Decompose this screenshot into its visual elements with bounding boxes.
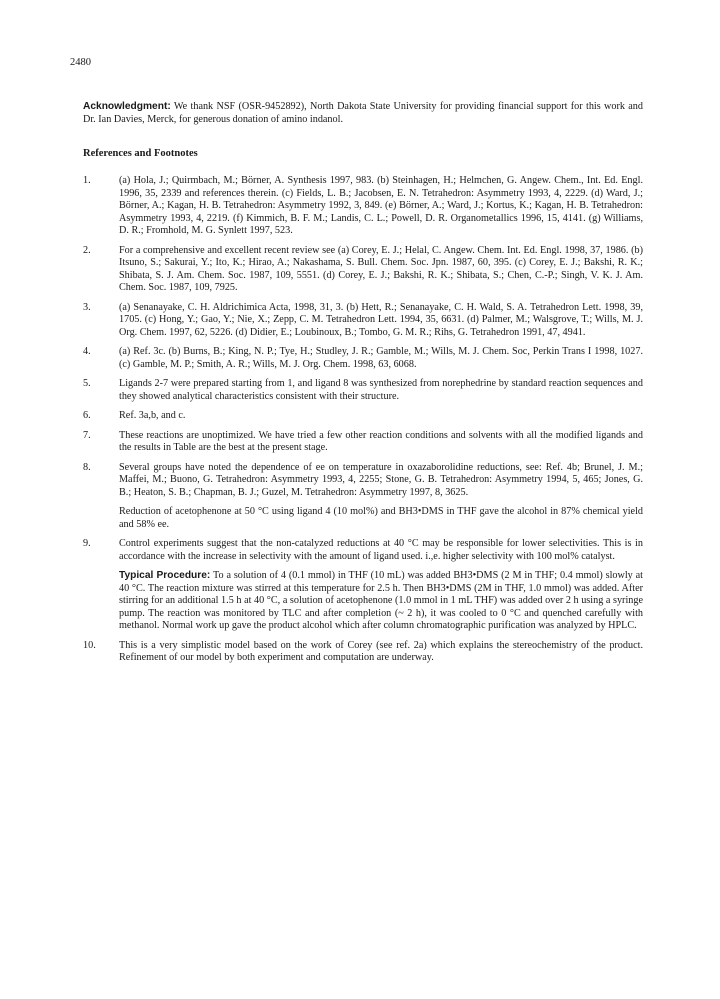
reference-text: Ref. 3a,b, and c. bbox=[119, 410, 186, 421]
reference-item bbox=[83, 410, 643, 423]
reference-item bbox=[83, 302, 643, 340]
references-list bbox=[83, 175, 643, 672]
reference-text: These reactions are unoptimized. We have tried a few other reaction conditions and solvents with all the modified ligands and the results in Table are the best at the present stage. bbox=[119, 429, 643, 453]
reference-item bbox=[83, 378, 643, 403]
acknowledgment-heading: Acknowledgment: bbox=[83, 101, 171, 112]
reference-number: 10. bbox=[83, 639, 96, 651]
reference-number: 5. bbox=[83, 378, 91, 389]
acknowledgment bbox=[83, 101, 643, 126]
acknowledgment-text: We thank NSF (OSR-9452892), North Dakota State University for providing financial support for this work and Dr. Ian Davies, Merck, for generous donation of amino indanol. bbox=[83, 101, 643, 125]
reference-item bbox=[83, 175, 643, 238]
reference-number: 9. bbox=[83, 538, 91, 549]
page-number: 2480 bbox=[70, 57, 91, 68]
reference-number: 6. bbox=[83, 410, 91, 421]
reference-number: 3. bbox=[83, 301, 91, 313]
reference-item bbox=[83, 245, 643, 295]
reference-text: This is a very simplistic model based on the work of Corey (see ref. 2a) which explains the stereochemistry of the product. Refinement of our model by both experiment and computation are underway. bbox=[119, 639, 643, 663]
typical-procedure-text: To a solution of 4 (0.1 mmol) in THF (10 mL) was added BH3•DMS (2 M in THF; 0.4 mmol) slowly at 40 °C. The reaction mixture was stirred at this temperature for 2.5 h. Then BH3•DMS (2M in THF, 1.0 mmol) was added. After stirring for an additional 1.5 h at 40 °C, a solution of acetophenone (1.0 mmol in 1 mL THF) was added over 2 h using a syringe pump. The reaction was monitored by TLC and after completion (~ 2 h), it was cooled to 0 °C and quenched carefully with methanol. Normal work up gave the product alcohol which after column chromatographic purification was analyzed by HPLC. bbox=[119, 570, 643, 631]
reference-text: Control experiments suggest that the non-catalyzed reductions at 40 °C may be responsible for lower selectivities. This is in accordance with the increase in selectivity with the amount of ligand used. i.,e. higher selectivity with 100 mol% catalyst. bbox=[119, 538, 643, 562]
reference-item bbox=[83, 430, 643, 455]
reference-text-continued: Reduction of acetophenone at 50 °C using ligand 4 (10 mol%) and BH3•DMS in THF gave the alcohol in 87% chemical yield and 58% ee. bbox=[119, 506, 643, 530]
reference-text: (a) Senanayake, C. H. Aldrichimica Acta, 1998, 31, 3. (b) Hett, R.; Senanayake, C. H. Wald, S. A. Tetrahedron Lett. 1998, 39, 1705. (c) Hong, Y.; Gao, Y.; Nie, X.; Zepp, C. M. Tetrahedron Lett. 1994, 35, 6631. (d) Palmer, M.; Walsgrove, T.; Wills, M. J. Org. Chem. 1997, 62, 5226. (d) Didier, E.; Loubinoux, B.; Tombo, G. M. R.; Rihs, G. Tetrahedron 1991, 47, 4941. bbox=[119, 301, 643, 338]
reference-number: 4. bbox=[83, 346, 91, 357]
reference-number: 7. bbox=[83, 429, 91, 441]
references-title: References and Footnotes bbox=[83, 148, 198, 159]
reference-item bbox=[83, 538, 643, 633]
reference-number: 1. bbox=[83, 175, 91, 186]
reference-text: (a) Ref. 3c. (b) Burns, B.; King, N. P.; Tye, H.; Studley, J. R.; Gamble, M.; Wills, M. J. Chem. Soc, Perkin Trans I 1998, 1027. (c) Gamble, M. P.; Smith, A. R.; Wills, M. J. Org. Chem. 1998, 63, 6068. bbox=[119, 346, 643, 370]
reference-number: 2. bbox=[83, 244, 91, 256]
typical-procedure-heading: Typical Procedure: bbox=[119, 570, 211, 581]
reference-text: Ligands 2-7 were prepared starting from 1, and ligand 8 was synthesized from norephedrine by standard reaction sequences and they showed analytical characteristics consistent with their structure. bbox=[119, 378, 643, 402]
reference-item bbox=[83, 640, 643, 665]
reference-item bbox=[83, 346, 643, 371]
reference-number: 8. bbox=[83, 461, 91, 473]
typical-procedure bbox=[119, 570, 643, 633]
reference-text: Several groups have noted the dependence of ee on temperature in oxazaborolidine reductions, see: Ref. 4b; Brunel, J. M.; Maffei, M.; Buono, G. Tetrahedron: Asymmetry 1993, 4, 2255; Stone, G. B. Tetrahedron: Asymmetry 1994, 5, 465; Jones, G. B.; Heaton, S. B.; Chapman, B. J.; Guzel, M. Tetrahedron: Asymmetry 1997, 8, 3625. bbox=[119, 461, 643, 498]
reference-text: (a) Hola, J.; Quirmbach, M.; Börner, A. Synthesis 1997, 983. (b) Steinhagen, H.; Helmchen, G. Angew. Chem., Int. Ed. Engl. 1996, 35, 2339 and references therein. (c) Fields, L. B.; Jacobsen, E. N. Tetrahedron: Asymmetry 1993, 4, 2229. (d) Ward, J.; Börner, A.; Kagan, H. B. Tetrahedron: Asymmetry 1992, 3, 849. (e) Börner, A.; Ward, J.; Kortus, K.; Kagan, H. B. Tetrahedron: Asymmetry 1993, 4, 2219. (f) Kimmich, B. F. M.; Landis, C. L.; Powell, D. R. Organometallics 1996, 15, 4141. (g) Williams, D. R.; Fromhold, M. G. Synlett 1997, 523. bbox=[119, 175, 643, 236]
reference-item bbox=[83, 462, 643, 532]
reference-text: For a comprehensive and excellent recent review see (a) Corey, E. J.; Helal, C. Angew. Chem. Int. Ed. Engl. 1998, 37, 1986. (b) Itsuno, S.; Sakurai, Y.; Ito, K.; Hirao, A.; Nakashama, S. Bull. Chem. Soc. Jpn. 1987, 60, 395. (c) Corey, E. J.; Bakshi, R. K.; Shibata, S. J. Am. Chem. Soc. 1987, 109, 5551. (d) Corey, E. J.; Bakshi, R. K.; Shibata, S.; Chen, C.-P.; Singh, V. K. J. Am. Chem. Soc. 1987, 109, 7925. bbox=[119, 244, 643, 293]
